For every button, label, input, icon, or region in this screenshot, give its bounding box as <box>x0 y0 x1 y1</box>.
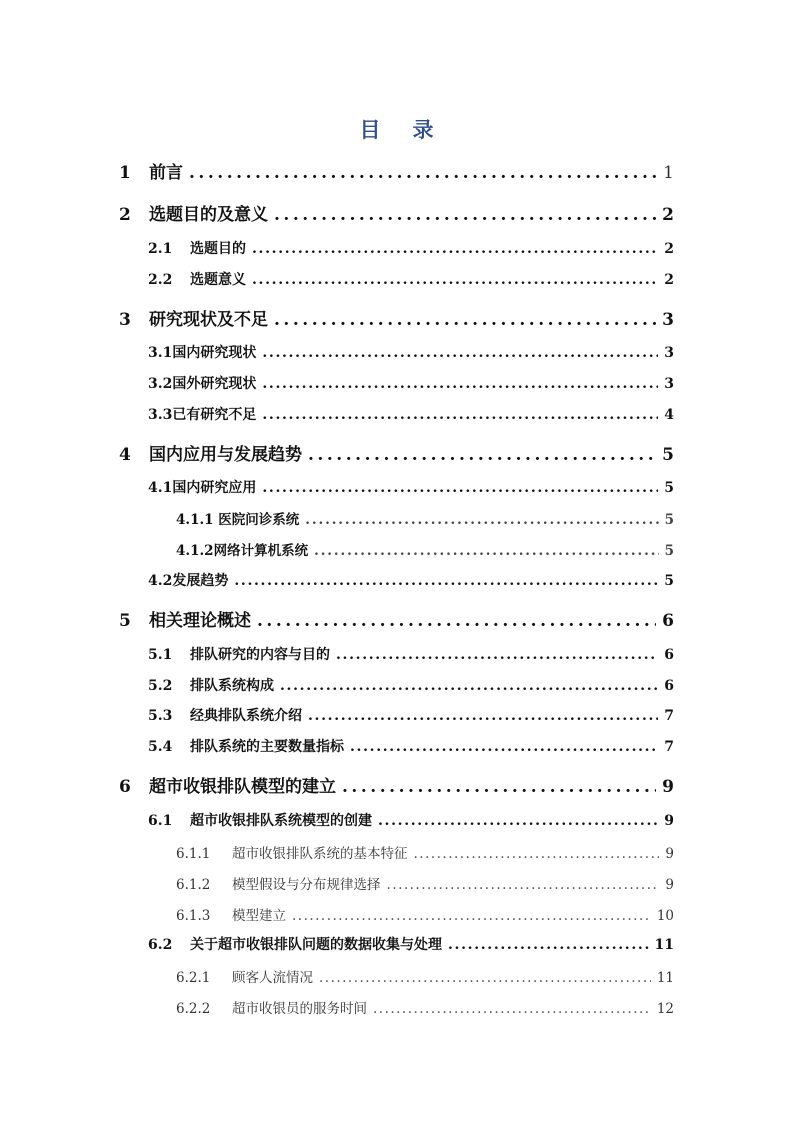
toc-leader <box>189 163 657 183</box>
toc-label: 医院问诊系统 <box>218 512 300 528</box>
toc-label: 国内研究应用 <box>172 480 257 496</box>
toc-label: 关于超市收银排队问题的数据收集与处理 <box>190 937 442 953</box>
toc-entry-2[interactable] <box>119 200 674 225</box>
toc-label: 相关理论概述 <box>149 611 251 631</box>
toc-number: 2.2 <box>148 272 173 288</box>
toc-label: 国内研究现状 <box>172 345 257 361</box>
toc-leader <box>378 813 658 829</box>
toc-entry-4-1-2[interactable] <box>176 539 674 559</box>
toc-entry-6[interactable] <box>119 772 674 797</box>
toc-entry-6-1[interactable] <box>148 810 674 830</box>
toc-entry-6-2-1[interactable] <box>176 966 674 986</box>
toc-entry-6-1-3[interactable] <box>176 904 674 924</box>
toc-number: 5.4 <box>148 739 173 755</box>
toc-label: 经典排队系统介绍 <box>190 708 302 724</box>
toc-entry-5-4[interactable] <box>148 736 674 756</box>
toc-page: 11 <box>656 970 674 986</box>
toc-entry-4-1[interactable] <box>148 477 674 497</box>
toc-leader <box>342 777 656 797</box>
toc-entry-5-1[interactable] <box>148 644 674 664</box>
toc-leader <box>262 345 658 361</box>
toc-leader <box>262 480 658 496</box>
toc-entry-3-2[interactable] <box>148 373 674 393</box>
toc-title-char-2: 录 <box>412 117 434 142</box>
toc-label: 选题意义 <box>190 272 246 288</box>
toc-number: 6.2 <box>148 937 173 953</box>
toc-label: 已有研究不足 <box>172 407 257 423</box>
toc-label: 排队系统构成 <box>190 678 274 694</box>
toc-page: 9 <box>665 846 674 862</box>
toc-label: 网络计算机系统 <box>213 543 309 559</box>
toc-label: 选题目的 <box>190 241 246 257</box>
toc-page: 11 <box>654 937 674 953</box>
toc-page: 3 <box>664 345 674 361</box>
toc-page: 7 <box>664 708 674 724</box>
toc-entry-2-1[interactable] <box>148 238 674 258</box>
toc-number: 3 <box>119 310 131 330</box>
toc-number: 6.1.3 <box>176 908 211 924</box>
toc-leader <box>262 407 658 423</box>
toc-entry-3-3[interactable] <box>148 404 674 424</box>
toc-page: 3 <box>664 376 674 392</box>
toc-entry-6-1-1[interactable] <box>176 842 674 862</box>
toc-leader <box>252 241 658 257</box>
toc-label: 模型假设与分布规律选择 <box>232 877 381 893</box>
toc-entry-5-2[interactable] <box>148 675 674 695</box>
toc-leader <box>274 205 656 225</box>
toc-leader <box>274 310 656 330</box>
toc-entry-4[interactable] <box>119 440 674 465</box>
toc-leader <box>252 272 658 288</box>
toc-page: 5 <box>664 543 674 559</box>
toc-leader <box>336 647 658 663</box>
toc-page: 6 <box>664 647 674 663</box>
toc-entry-4-1-1[interactable] <box>176 508 674 528</box>
toc-page: 5 <box>664 512 674 528</box>
toc-number: 4.1 <box>148 480 173 496</box>
toc-leader <box>314 543 659 559</box>
toc-leader <box>414 846 660 862</box>
toc-page: 6 <box>664 678 674 694</box>
toc-number: 6.2.2 <box>176 1001 211 1017</box>
toc-entry-6-2-2[interactable] <box>176 997 674 1017</box>
toc-page: 5 <box>664 480 674 496</box>
toc-leader <box>448 937 649 953</box>
toc-number: 5 <box>119 611 131 631</box>
toc-number: 5.1 <box>148 647 173 663</box>
toc-leader <box>234 573 658 589</box>
toc-leader <box>262 376 658 392</box>
toc-number: 4 <box>119 445 131 465</box>
toc-number: 6.1.2 <box>176 877 211 893</box>
toc-page: 2 <box>662 205 674 225</box>
toc-label: 排队系统的主要数量指标 <box>190 739 344 755</box>
toc-page: 4 <box>664 407 674 423</box>
toc-entry-3[interactable] <box>119 305 674 330</box>
toc-entry-4-2[interactable] <box>148 570 674 590</box>
toc-leader <box>305 512 658 528</box>
toc-page: 10 <box>656 908 674 924</box>
toc-entry-6-1-2[interactable] <box>176 873 674 893</box>
toc-number: 1 <box>119 163 131 183</box>
toc-leader <box>319 970 651 986</box>
toc-label: 超市收银排队系统的基本特征 <box>232 846 408 862</box>
toc-number: 4.2 <box>148 573 173 589</box>
toc-entry-2-2[interactable] <box>148 269 674 289</box>
toc-number: 6.1.1 <box>176 846 211 862</box>
toc-number: 3.3 <box>148 407 173 423</box>
toc-page: 2 <box>664 272 674 288</box>
toc-leader <box>292 908 651 924</box>
toc-leader <box>350 739 658 755</box>
toc-number: 3.1 <box>148 345 173 361</box>
toc-page: 9 <box>664 813 674 829</box>
toc-entry-5-3[interactable] <box>148 705 674 725</box>
toc-label: 模型建立 <box>232 908 286 924</box>
toc-label: 选题目的及意义 <box>149 205 268 225</box>
toc-leader <box>280 678 658 694</box>
toc-leader <box>257 611 656 631</box>
toc-page: 6 <box>662 611 674 631</box>
toc-page: 5 <box>662 445 674 465</box>
toc-number: 5.2 <box>148 678 173 694</box>
toc-page: 9 <box>665 877 674 893</box>
toc-entry-3-1[interactable] <box>148 342 674 362</box>
toc-number: 3.2 <box>148 376 173 392</box>
toc-number: 4.1.2 <box>176 543 214 559</box>
toc-leader <box>387 877 660 893</box>
toc-page: 2 <box>664 241 674 257</box>
toc-entry-1[interactable] <box>119 158 674 183</box>
toc-label: 国内应用与发展趋势 <box>149 445 302 465</box>
toc-number: 2.1 <box>148 241 173 257</box>
toc-entry-6-2[interactable] <box>148 934 674 954</box>
toc-leader <box>373 1001 651 1017</box>
toc-page: 7 <box>664 739 674 755</box>
toc-label: 超市收银排队模型的建立 <box>149 777 336 797</box>
toc-label: 超市收银排队系统模型的创建 <box>190 813 372 829</box>
toc-number: 5.3 <box>148 708 173 724</box>
toc-leader <box>308 445 656 465</box>
toc-number: 6.1 <box>148 813 173 829</box>
toc-label: 前言 <box>149 163 183 183</box>
toc-page: 1 <box>663 163 674 183</box>
toc-label: 发展趋势 <box>172 573 229 589</box>
toc-page: 12 <box>656 1001 674 1017</box>
toc-page: 5 <box>664 573 674 589</box>
toc-label: 顾客人流情况 <box>232 970 313 986</box>
toc-leader <box>308 708 658 724</box>
toc-entry-5[interactable] <box>119 606 674 631</box>
toc-title-char-1: 目 <box>359 117 381 142</box>
toc-number: 6 <box>119 777 131 797</box>
toc-label: 超市收银员的服务时间 <box>232 1001 367 1017</box>
toc-page: 3 <box>662 310 674 330</box>
toc-label: 研究现状及不足 <box>149 310 268 330</box>
toc-label: 排队研究的内容与目的 <box>190 647 330 663</box>
toc-label: 国外研究现状 <box>172 376 257 392</box>
toc-number: 4.1.1 <box>176 512 214 528</box>
toc-page: 9 <box>662 777 674 797</box>
toc-number: 2 <box>119 205 131 225</box>
toc-number: 6.2.1 <box>176 970 211 986</box>
